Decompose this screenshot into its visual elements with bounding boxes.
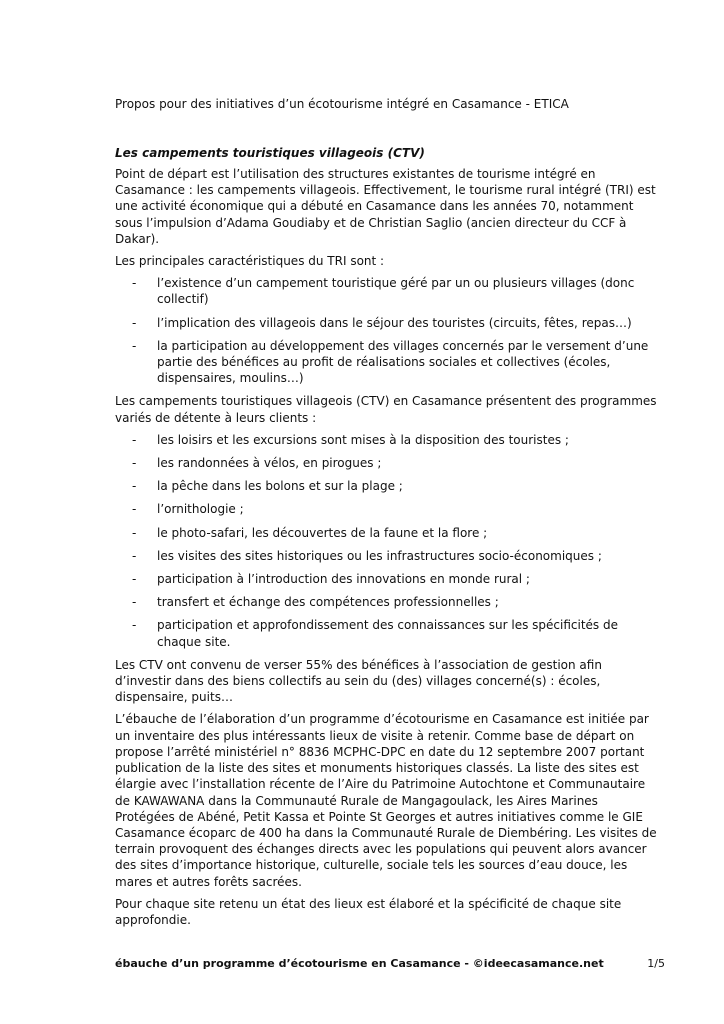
list-item: - transfert et échange des compétences professionnelles ; — [132, 595, 499, 610]
dash-bullet-icon: - — [132, 595, 137, 610]
list-item: - les visites des sites historiques ou les infrastructures socio-économiques ; — [132, 548, 602, 563]
dash-bullet-icon: - — [132, 456, 137, 471]
list-item: - les loisirs et les excursions sont mises à la disposition des touristes ; — [132, 432, 569, 447]
programs-list — [115, 432, 660, 650]
paragraph-inventory: L’ébauche de l’élaboration d’un programme d’écotourisme en Casamance est initiée par un inventaire des plus intéressants lieux de visite à retenir. Comme base de départ on propose l’arrêté ministériel n° 8836 MCPHC-DPC en date du 12 septembre 2007 portant publication de la liste des sites et monuments historiques classés. La liste des sites est élargie avec l’installation récente de l’Aire du Patrimoine Autochtone et Communautaire de KAWAWANA dans la Communauté Rurale de Mangagoulack, les Aires Marines Protégées de Abéné, Petit Kassa et Pointe St Georges et autres initiatives comme le GIE Casamance écoparc de 400 ha dans la Communauté Rurale de Diembéring. Les visites de terrain provoquent des échanges directs avec les populations qui peuvent alors avancer des sites d’importance historique, culturelle, sociale tels les sources d’eau douce, les mares et autres forêts sacrées. — [115, 712, 657, 889]
dash-bullet-icon: - — [132, 525, 137, 540]
paragraph-characteristics: Les principales caractéristiques du TRI sont : — [115, 254, 385, 269]
dash-bullet-icon: - — [132, 338, 137, 353]
paragraph-site-study: Pour chaque site retenu un état des lieux est élaboré et la spécificité de chaque site approfondie. — [115, 896, 622, 927]
dash-bullet-icon: - — [132, 572, 137, 587]
characteristics-list — [115, 275, 660, 386]
list-item: - la pêche dans les bolons et sur la plage ; — [132, 479, 403, 494]
dash-bullet-icon: - — [132, 618, 137, 633]
list-item: - l’existence d’un campement touristique géré par un ou plusieurs villages (donc collectif) — [132, 276, 635, 307]
dash-bullet-icon: - — [132, 315, 137, 330]
dash-bullet-icon: - — [132, 479, 137, 494]
list-item: - l’ornithologie ; — [132, 502, 244, 517]
dash-bullet-icon: - — [132, 432, 137, 447]
list-item: - participation et approfondissement des connaissances sur les spécificités de chaque site. — [132, 618, 618, 649]
document-header: Propos pour des initiatives d’un écotourisme intégré en Casamance - ETICA — [115, 97, 569, 111]
footer-text: ébauche d’un programme d’écotourisme en Casamance - ©ideecasamance.net — [115, 957, 604, 970]
paragraph-benefits: Les CTV ont convenu de verser 55% des bénéfices à l’association de gestion afin d’investir dans des biens collectifs au sein du (des) villages concerné(s) : écoles, dispensaire, puits… — [115, 657, 602, 705]
list-item: - le photo-safari, les découvertes de la faune et la flore ; — [132, 525, 488, 540]
section-title: Les campements touristiques villageois (CTV) — [115, 146, 425, 160]
paragraph-intro: Point de départ est l’utilisation des structures existantes de tourisme intégré en Casamance : les campements villageois. Effectivement, le tourisme rural intégré (TRI) est une activité économique qui a débuté en Casamance dans les années 70, notamment sous l’impulsion d’Adama Goudiaby et de Christian Saglio (ancien directeur du CCF à Dakar). — [115, 167, 656, 246]
document-body — [115, 166, 660, 934]
dash-bullet-icon: - — [132, 502, 137, 517]
dash-bullet-icon: - — [132, 548, 137, 563]
page-footer — [115, 957, 665, 971]
list-item: - l’implication des villageois dans le séjour des touristes (circuits, fêtes, repas…) — [132, 315, 632, 330]
page-number: 1/5 — [647, 957, 665, 970]
dash-bullet-icon: - — [132, 276, 137, 291]
paragraph-programs: Les campements touristiques villageois (CTV) en Casamance présentent des programmes variés de détente à leurs clients : — [115, 394, 657, 425]
list-item: - participation à l’introduction des innovations en monde rural ; — [132, 572, 530, 587]
list-item: - la participation au développement des villages concernés par le versement d’une partie des bénéfices au profit de réalisations sociales et collectives (écoles, dispensaires, moulins…) — [132, 338, 649, 386]
list-item: - les randonnées à vélos, en pirogues ; — [132, 456, 382, 471]
